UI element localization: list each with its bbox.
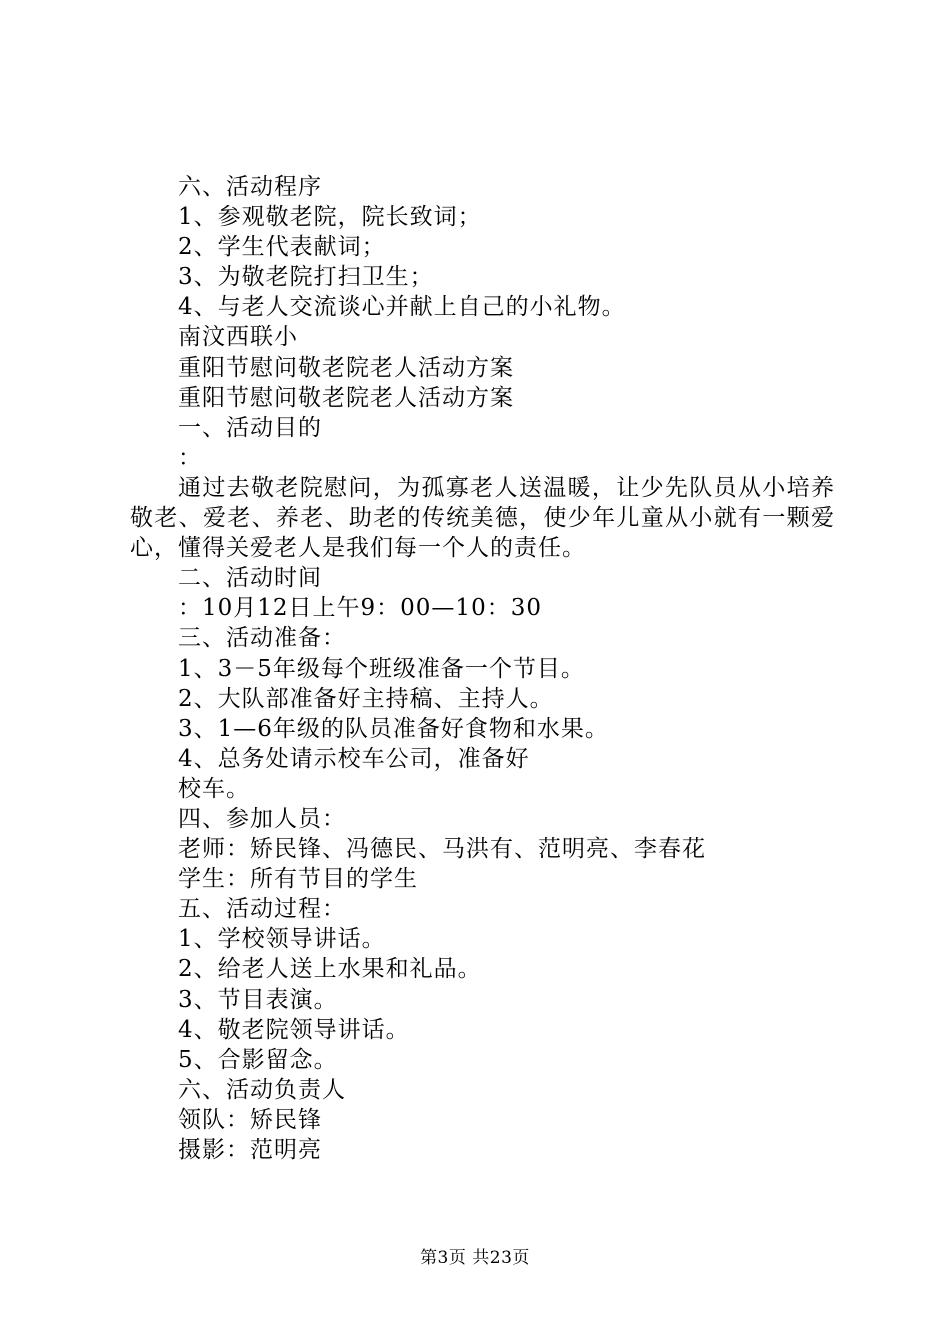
- section-heading-preparation: 三、活动准备：: [178, 625, 346, 652]
- list-item: 4、与老人交流谈心并献上自己的小礼物。: [178, 294, 626, 321]
- list-item: 1、参观敬老院，院长致词；: [178, 204, 482, 231]
- document-title-repeat: 重阳节慰问敬老院老人活动方案: [178, 384, 514, 411]
- list-item: 3、1—6年级的队员准备好食物和水果。: [178, 715, 609, 742]
- section-heading-time: 二、活动时间: [178, 565, 322, 592]
- document-body: [130, 172, 840, 1165]
- list-item: 4、总务处请示校车公司，准备好: [178, 745, 530, 772]
- participants-students: 学生：所有节目的学生: [178, 866, 418, 893]
- list-item: 1、3－5年级每个班级准备一个节目。: [178, 655, 585, 682]
- section-heading-responsible: 六、活动负责人: [178, 1076, 346, 1103]
- section-heading-participants: 四、参加人员：: [178, 805, 346, 832]
- list-item: 4、敬老院领导讲话。: [178, 1016, 410, 1043]
- list-item: 2、给老人送上水果和礼品。: [178, 956, 482, 983]
- school-name: 南汶西联小: [178, 324, 298, 351]
- document-title: 重阳节慰问敬老院老人活动方案: [178, 354, 514, 381]
- list-item: 3、为敬老院打扫卫生；: [178, 264, 434, 291]
- list-item: 1、学校领导讲话。: [178, 926, 386, 953]
- list-item: 5、合影留念。: [178, 1046, 338, 1073]
- section-heading-process: 五、活动过程：: [178, 896, 346, 923]
- activity-time: ：10月12日上午9：00—10：30: [178, 595, 542, 622]
- list-item: 2、大队部准备好主持稿、主持人。: [178, 685, 554, 712]
- page-number-footer: 第3页 共23页: [420, 1248, 530, 1268]
- list-item: 2、学生代表献词；: [178, 234, 386, 261]
- participants-teachers: 老师：矫民锋、冯德民、马洪有、范明亮、李春花: [178, 836, 706, 863]
- photographer: 摄影：范明亮: [178, 1137, 322, 1163]
- team-leader: 领队：矫民锋: [178, 1106, 322, 1133]
- list-item-continuation: 校车。: [178, 775, 250, 802]
- colon-line: ：: [178, 444, 202, 471]
- list-item: 3、节目表演。: [178, 986, 338, 1013]
- section-heading-purpose: 一、活动目的: [178, 414, 322, 441]
- purpose-paragraph: 通过去敬老院慰问，为孤寡老人送温暖，让少先队员从小培养敬老、爱老、养老、助老的传统美德，使少年儿童从小就有一颗爱心，懂得关爱老人是我们每一个人的责任。: [130, 474, 835, 562]
- section-heading-procedure: 六、活动程序: [178, 174, 322, 200]
